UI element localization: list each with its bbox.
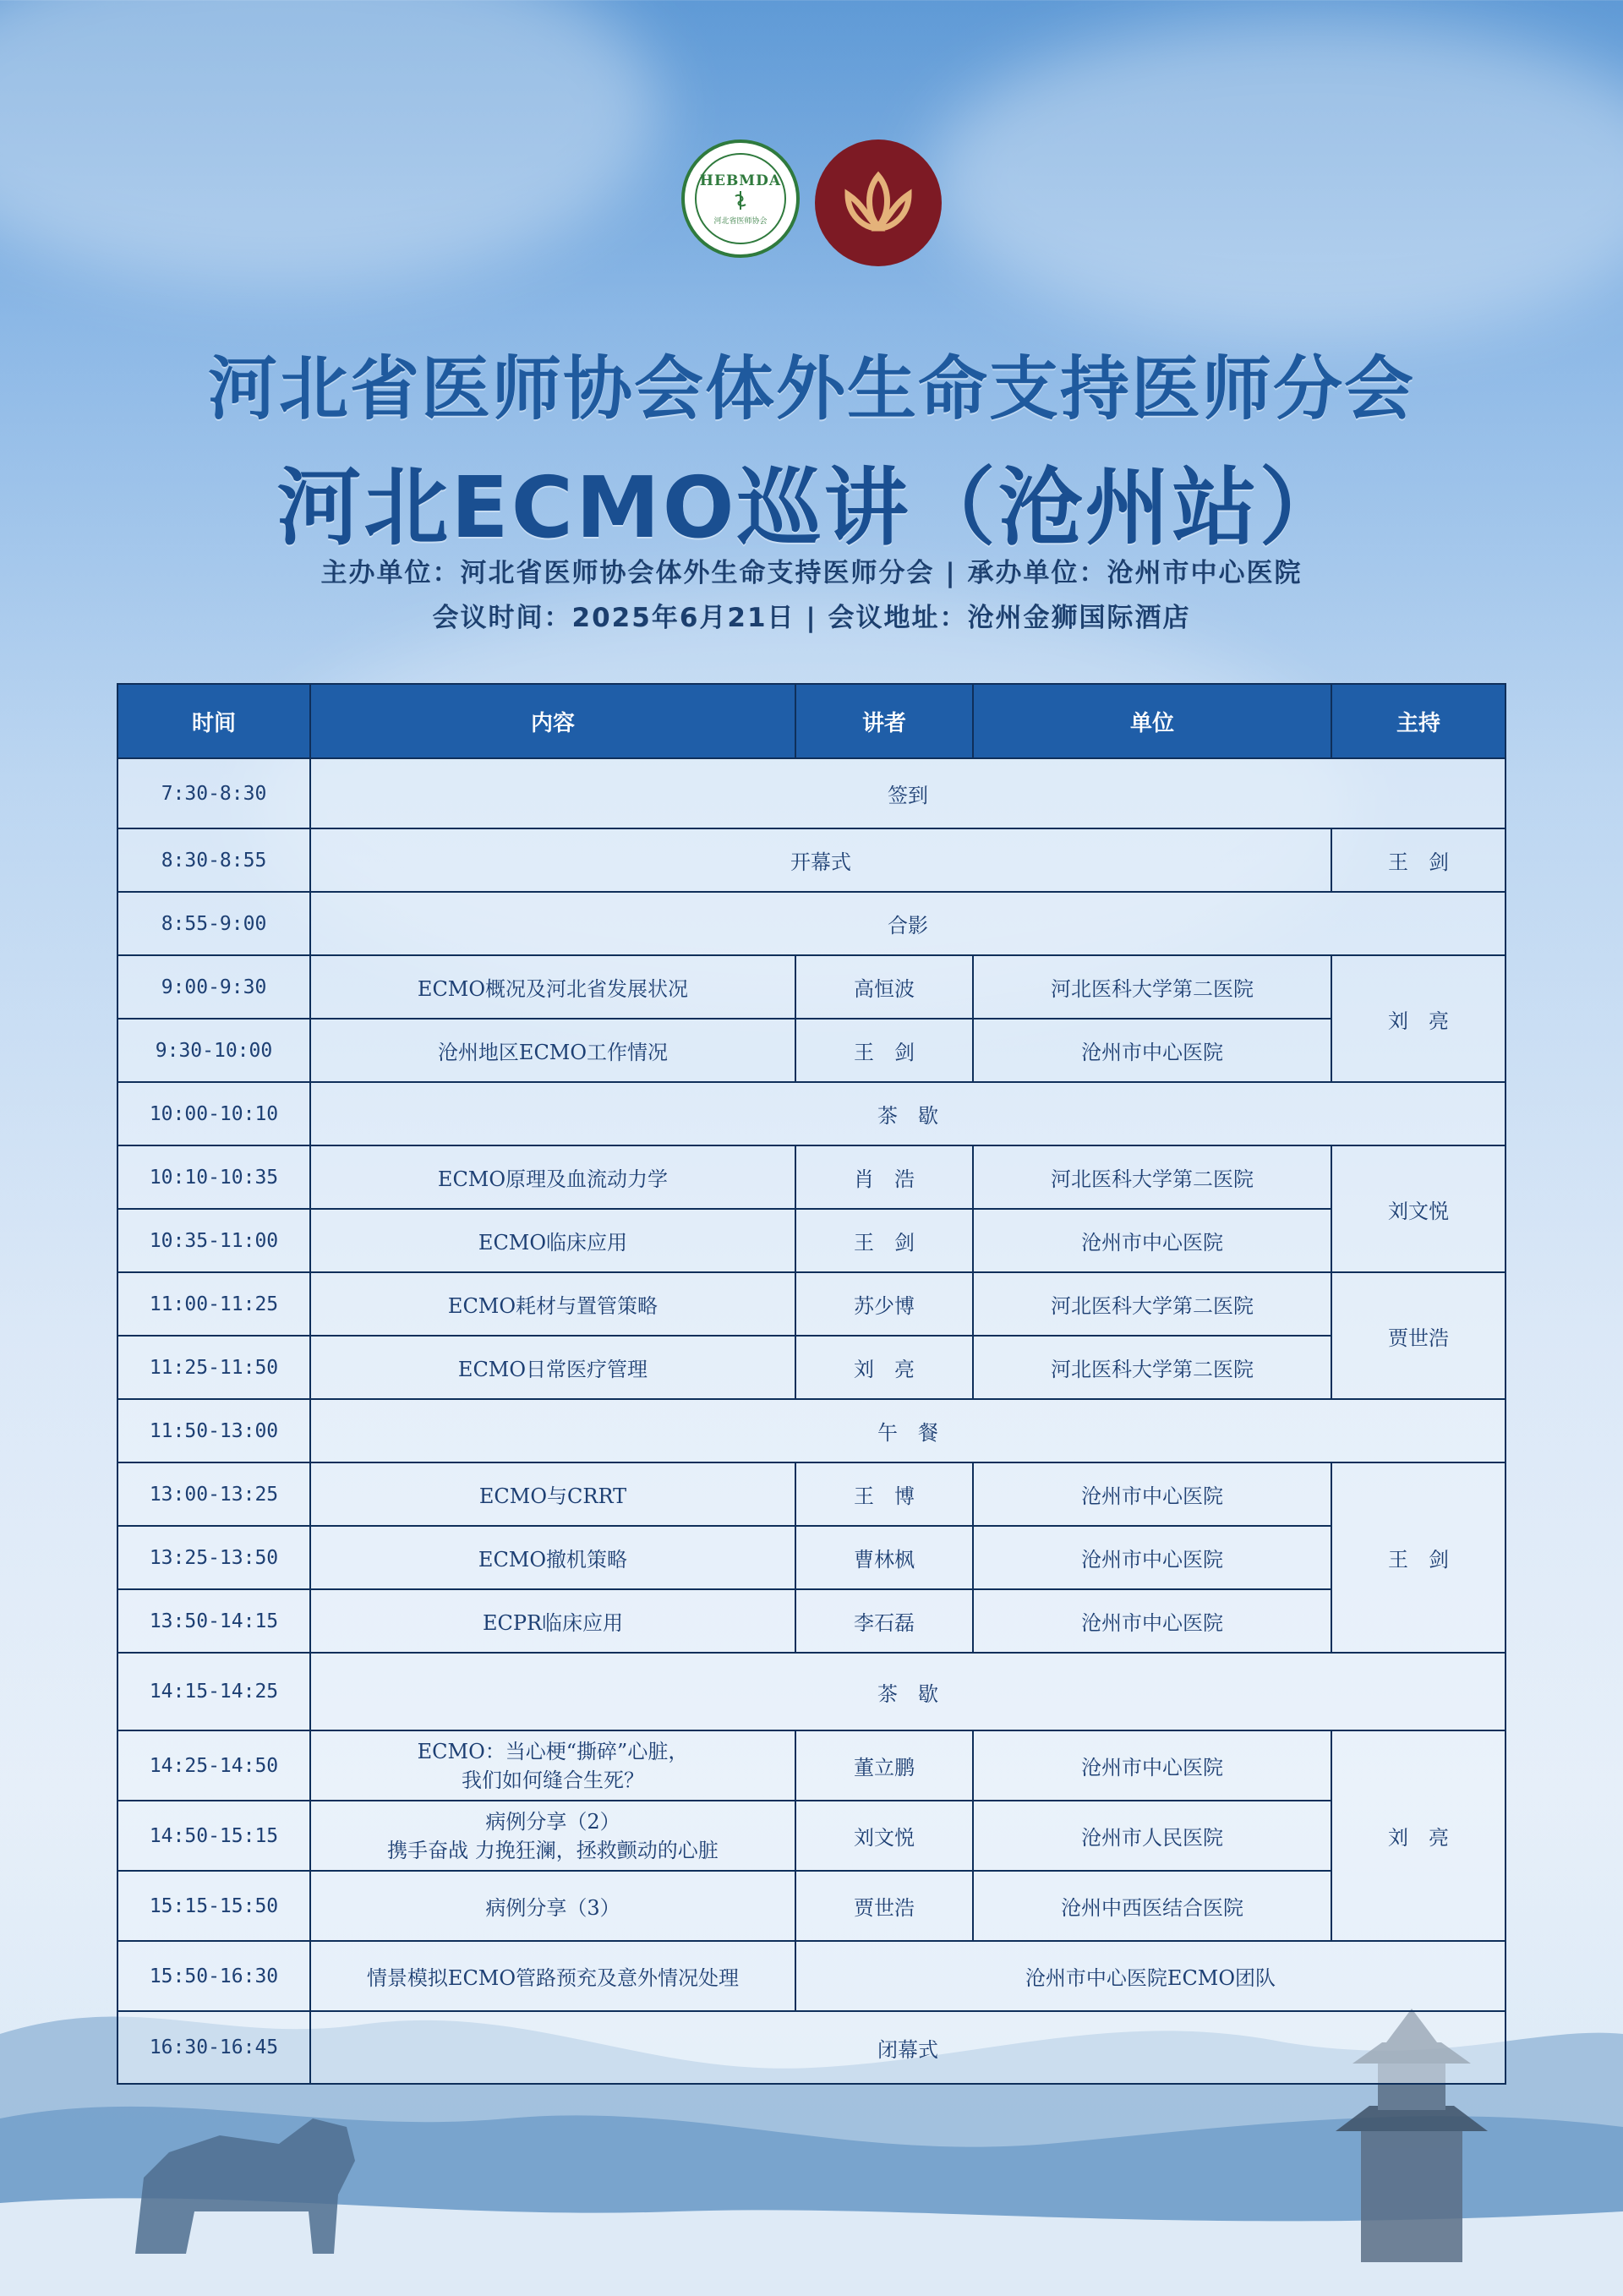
table-row [117,1526,1506,1589]
speaker-cell: 苏少博 [795,1272,973,1336]
caduceus-icon [729,189,752,211]
content-cell: ECMO撤机策略 [310,1526,795,1589]
speaker-cell: 肖 浩 [795,1145,973,1209]
organizer-info: 主办单位：河北省医师协会体外生命支持医师分会 | 承办单位：沧州市中心医院 [320,558,1303,588]
time-cell: 7:30-8:30 [117,758,310,828]
table-row [117,1272,1506,1336]
time-cell: 15:50-16:30 [117,1941,310,2011]
content-line: 我们如何缝合生死？ [462,1768,644,1792]
unit-cell: 河北医科大学第二医院 [973,1145,1331,1209]
table-row [117,1871,1506,1941]
table-header-row [117,684,1506,758]
table-row [117,1941,1506,2011]
column-header-host: 主持 [1331,684,1506,758]
table-row [117,1462,1506,1526]
table-row [117,1589,1506,1653]
column-header-speaker: 讲者 [795,684,973,758]
column-header-unit: 单位 [973,684,1331,758]
unit-cell: 沧州市中心医院 [973,1589,1331,1653]
host-cell: 贾世浩 [1331,1272,1506,1399]
unit-cell: 河北医科大学第二医院 [973,1336,1331,1399]
content-cell: ECMO日常医疗管理 [310,1336,795,1399]
speaker-cell: 王 剑 [795,1019,973,1082]
unit-cell: 沧州市人民医院 [973,1801,1331,1871]
unit-cell: 沧州市中心医院 [973,1462,1331,1526]
speaker-cell: 高恒波 [795,955,973,1019]
unit-cell: 沧州市中心医院 [973,1526,1331,1589]
speaker-cell: 曹林枫 [795,1526,973,1589]
time-cell: 16:30-16:45 [117,2011,310,2084]
table-row [117,828,1506,892]
content-cell: 合影 [310,892,1506,955]
content-cell: 情景模拟ECMO管路预充及意外情况处理 [310,1941,795,2011]
table-row [117,1019,1506,1082]
table-row [117,1399,1506,1462]
time-cell: 11:50-13:00 [117,1399,310,1462]
unit-cell: 河北医科大学第二医院 [973,1272,1331,1336]
hebmda-logo [681,139,800,258]
society-logo [815,139,942,266]
time-cell: 10:10-10:35 [117,1145,310,1209]
content-line: ECMO：当心梗“撕碎”心脏， [417,1739,689,1763]
speaker-cell: 董立鹏 [795,1730,973,1801]
content-cell: 沧州地区ECMO工作情况 [310,1019,795,1082]
schedule-table [117,683,1506,2085]
host-cell: 刘 亮 [1331,1730,1506,1941]
time-cell: 14:25-14:50 [117,1730,310,1801]
logo-row [0,139,1623,266]
table-row [117,1730,1506,1801]
content-line: 携手奋战 力挽狂澜，拯救颤动的心脏 [387,1838,719,1862]
unit-cell: 沧州中西医结合医院 [973,1871,1331,1941]
speaker-cell: 贾世浩 [795,1871,973,1941]
page-subtitle: 河北ECMO巡讲（沧州站） [276,458,1347,557]
hebmda-logo-text: HEBMDA [699,172,782,189]
host-cell: 王 剑 [1331,1462,1506,1653]
table-row [117,892,1506,955]
time-cell: 15:15-15:50 [117,1871,310,1941]
unit-cell: 沧州市中心医院 [973,1730,1331,1801]
content-cell [310,1801,795,1871]
unit-cell: 沧州市中心医院 [973,1209,1331,1272]
table-row [117,2011,1506,2084]
time-cell: 14:15-14:25 [117,1653,310,1730]
content-cell: 茶 歇 [310,1082,1506,1145]
content-cell: ECMO概况及河北省发展状况 [310,955,795,1019]
content-cell: 病例分享（3） [310,1871,795,1941]
speaker-cell: 刘 亮 [795,1336,973,1399]
unit-cell: 河北医科大学第二医院 [973,955,1331,1019]
hebmda-logo-subtitle: 河北省医师协会 [713,216,768,226]
content-cell: ECMO临床应用 [310,1209,795,1272]
lotus-icon [838,169,919,237]
speaker-cell: 王 剑 [795,1209,973,1272]
unit-cell: 沧州市中心医院 [973,1019,1331,1082]
speaker-cell: 王 博 [795,1462,973,1526]
table-row [117,1209,1506,1272]
content-cell: ECMO原理及血流动力学 [310,1145,795,1209]
table-row [117,1082,1506,1145]
content-cell [310,1730,795,1801]
speaker-unit-cell: 沧州市中心医院ECMO团队 [795,1941,1506,2011]
time-cell: 11:25-11:50 [117,1336,310,1399]
page-title: 河北省医师协会体外生命支持医师分会 [207,349,1415,429]
table-row [117,1653,1506,1730]
host-cell: 刘文悦 [1331,1145,1506,1272]
time-cell: 9:00-9:30 [117,955,310,1019]
content-cell: 闭幕式 [310,2011,1506,2084]
time-cell: 13:50-14:15 [117,1589,310,1653]
column-header-time: 时间 [117,684,310,758]
time-cell: 8:30-8:55 [117,828,310,892]
content-cell: 开幕式 [310,828,1331,892]
time-cell: 10:00-10:10 [117,1082,310,1145]
column-header-content: 内容 [310,684,795,758]
content-line: 病例分享（2） [485,1809,620,1834]
speaker-cell: 李石磊 [795,1589,973,1653]
time-cell: 11:00-11:25 [117,1272,310,1336]
speaker-cell: 刘文悦 [795,1801,973,1871]
content-cell: ECPR临床应用 [310,1589,795,1653]
time-cell: 10:35-11:00 [117,1209,310,1272]
content-cell: ECMO耗材与置管策略 [310,1272,795,1336]
table-row [117,1145,1506,1209]
content-cell: 茶 歇 [310,1653,1506,1730]
host-cell: 王 剑 [1331,828,1506,892]
time-cell: 13:25-13:50 [117,1526,310,1589]
table-row [117,1801,1506,1871]
time-cell: 14:50-15:15 [117,1801,310,1871]
table-row [117,1336,1506,1399]
table-row [117,955,1506,1019]
time-cell: 8:55-9:00 [117,892,310,955]
content-cell: 签到 [310,758,1506,828]
time-cell: 13:00-13:25 [117,1462,310,1526]
content-cell: 午 餐 [310,1399,1506,1462]
host-cell: 刘 亮 [1331,955,1506,1082]
table-row [117,758,1506,828]
time-cell: 9:30-10:00 [117,1019,310,1082]
content-cell: ECMO与CRRT [310,1462,795,1526]
meeting-info: 会议时间：2025年6月21日 | 会议地址：沧州金狮国际酒店 [432,603,1191,633]
